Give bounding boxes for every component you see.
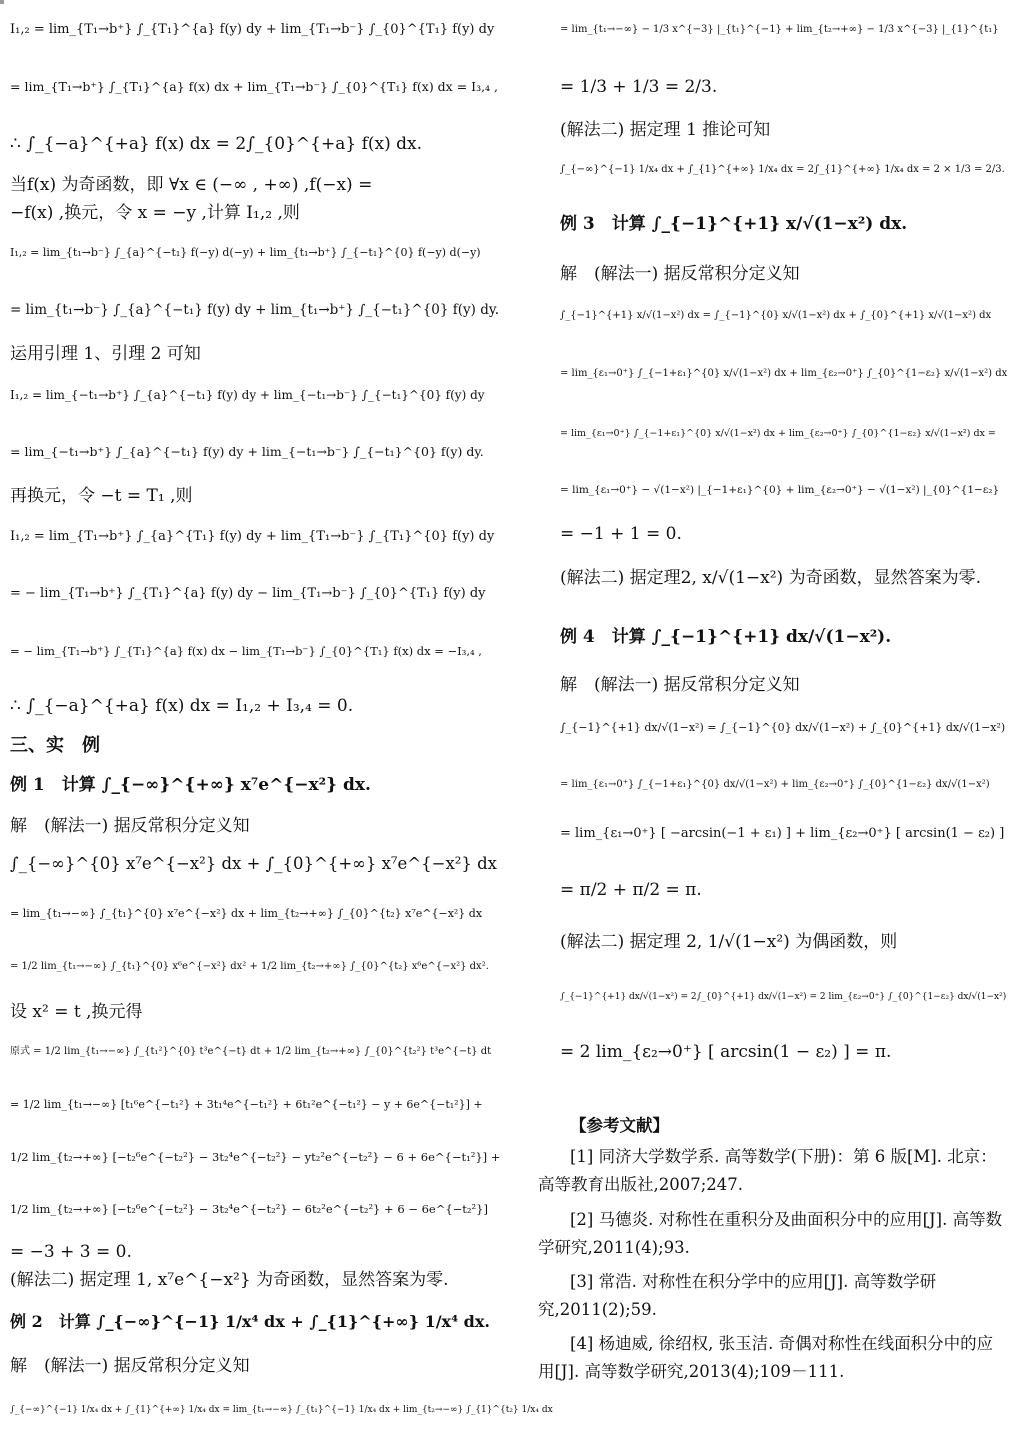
math-line: = lim_{ε₁→0⁺} ∫_{−1+ε₁}^{0} dx/√(1−x²) + lim_{ε₂→0⁺} ∫_{0}^{1−ε₂} dx/√(1−x²): [560, 779, 990, 790]
math-line: 1/2 lim_{t₂→+∞} [−t₂⁶e^{−t₂²} − 3t₂⁴e^{−t₂²} − 6t₂²e^{−t₂²} + 6 − 6e^{−t₂²}]: [10, 1202, 488, 1216]
math-line: = 1/3 + 1/3 = 2/3.: [560, 77, 718, 97]
references-title: 【参考文献】: [570, 1116, 669, 1135]
math-line: = lim_{−t₁→b⁺} ∫_{a}^{−t₁} f(y) dy + lim_{−t₁→b⁻} ∫_{−t₁}^{0} f(y) dy.: [10, 444, 484, 459]
math-line: −f(x) ,换元，令 x = −y ,计算 I₁,₂ ,则: [10, 203, 300, 223]
math-line: 1/2 lim_{t₂→+∞} [−t₂⁶e^{−t₂²} − 3t₂⁴e^{−t₂²} − yt₂²e^{−t₂²} − 6 + 6e^{−t₁²}] +: [10, 1150, 501, 1164]
math-line: ∫_{−1}^{+1} dx/√(1−x²) = ∫_{−1}^{0} dx/√(1−x²) + ∫_{0}^{+1} dx/√(1−x²): [560, 721, 1006, 734]
math-line: = lim_{T₁→b⁺} ∫_{T₁}^{a} f(x) dx + lim_{T₁→b⁻} ∫_{0}^{T₁} f(x) dx = I₃,₄ ,: [10, 79, 499, 94]
math-line: I₁,₂ = lim_{t₁→b⁻} ∫_{a}^{−t₁} f(−y) d(−y) + lim_{t₁→b⁺} ∫_{−t₁}^{0} f(−y) d(−y): [10, 246, 481, 259]
math-line: = −3 + 3 = 0.: [10, 1242, 132, 1262]
reference-item: [2] 马德炎. 对称性在重积分及曲面积分中的应用[J]. 高等数学研究,2011(4);93.: [538, 1210, 1003, 1257]
math-line: = lim_{ε₁→0⁺} ∫_{−1+ε₁}^{0} x/√(1−x²) dx + lim_{ε₂→0⁺} ∫_{0}^{1−ε₂} x/√(1−x²) dx: [560, 368, 1008, 379]
math-line: I₁,₂ = lim_{T₁→b⁺} ∫_{a}^{T₁} f(y) dy + lim_{T₁→b⁻} ∫_{T₁}^{0} f(y) dy: [10, 529, 495, 544]
math-line: = − lim_{T₁→b⁺} ∫_{T₁}^{a} f(y) dy − lim_{T₁→b⁻} ∫_{0}^{T₁} f(y) dy: [10, 586, 486, 601]
math-line: ∫_{−∞}^{0} x⁷e^{−x²} dx + ∫_{0}^{+∞} x⁷e^{−x²} dx: [10, 854, 497, 873]
section-heading: 三、实 例: [10, 735, 100, 756]
math-line: ∫_{−1}^{+1} dx/√(1−x²) = 2∫_{0}^{+1} dx/√(1−x²) = 2 lim_{ε₂→0⁺} ∫_{0}^{1−ε₂} dx/√(1−x²): [560, 992, 1007, 1002]
math-line: = 1/2 lim_{t₁→−∞} [t₁⁶e^{−t₁²} + 3t₁⁴e^{−t₁²} + 6t₁²e^{−t₁²} − y + 6e^{−t₁²}] +: [10, 1098, 483, 1111]
math-line: (解法二) 据定理 1, x⁷e^{−x²} 为奇函数，显然答案为零.: [10, 1270, 449, 1290]
math-line: 解 (解法一) 据反常积分定义知: [10, 1356, 250, 1376]
math-line: = − lim_{T₁→b⁺} ∫_{T₁}^{a} f(x) dx − lim_{T₁→b⁻} ∫_{0}^{T₁} f(x) dx = −I₃,₄ ,: [10, 644, 482, 658]
math-line: = lim_{ε₁→0⁺} − √(1−x²) |_{−1+ε₁}^{0} + lim_{ε₂→0⁺} − √(1−x²) |_{0}^{1−ε₂}: [560, 484, 1000, 496]
math-line: = 2 lim_{ε₂→0⁺} [ arcsin(1 − ε₂) ] = π.: [560, 1042, 892, 1062]
math-line: = lim_{t₁→b⁻} ∫_{a}^{−t₁} f(y) dy + lim_{t₁→b⁺} ∫_{−t₁}^{0} f(y) dy.: [10, 302, 499, 318]
example-title: 例 4 计算 ∫_{−1}^{+1} dx/√(1−x²).: [560, 627, 892, 647]
math-line: 运用引理 1、引理 2 可知: [10, 344, 201, 364]
example-title: 例 2 计算 ∫_{−∞}^{−1} 1/x⁴ dx + ∫_{1}^{+∞} 1/x⁴ dx.: [10, 1312, 490, 1331]
example-title: 例 1 计算 ∫_{−∞}^{+∞} x⁷e^{−x²} dx.: [10, 775, 371, 795]
math-line: = lim_{ε₁→0⁺} ∫_{−1+ε₁}^{0} x/√(1−x²) dx + lim_{ε₂→0⁺} ∫_{0}^{1−ε₂} x/√(1−x²) dx =: [560, 428, 996, 439]
math-line: ∫_{−∞}^{−1} 1/x₄ dx + ∫_{1}^{+∞} 1/x₄ dx = 2∫_{1}^{+∞} 1/x₄ dx = 2 × 1/3 = 2/3.: [560, 164, 1005, 175]
math-line: = −1 + 1 = 0.: [560, 524, 682, 544]
math-line: 解 (解法一) 据反常积分定义知: [560, 675, 800, 695]
math-line: 设 x² = t ,换元得: [10, 1002, 143, 1022]
math-line: 解 (解法一) 据反常积分定义知: [560, 264, 800, 284]
reference-item: [3] 常浩. 对称性在积分学中的应用[J]. 高等数学研究,2011(2);59.: [538, 1272, 937, 1319]
reference-item: [4] 杨迪威, 徐绍权, 张玉洁. 奇偶对称性在线面积分中的应用[J]. 高等数学研究,2013(4);109－111.: [538, 1334, 994, 1381]
math-line: = lim_{t₁→−∞} − 1/3 x^{−3} |_{t₁}^{−1} + lim_{t₂→+∞} − 1/3 x^{−3} |_{1}^{t₁}: [560, 24, 999, 35]
math-line: 当f(x) 为奇函数，即 ∀x ∈ (−∞ , +∞) ,f(−x) =: [10, 175, 373, 195]
math-line: 再换元，令 −t = T₁ ,则: [10, 486, 193, 506]
math-line: = lim_{t₁→−∞} ∫_{t₁}^{0} x⁷e^{−x²} dx + lim_{t₂→+∞} ∫_{0}^{t₂} x⁷e^{−x²} dx: [10, 907, 483, 920]
math-line: I₁,₂ = lim_{T₁→b⁺} ∫_{T₁}^{a} f(y) dy + lim_{T₁→b⁻} ∫_{0}^{T₁} f(y) dy: [10, 22, 495, 37]
math-line: ∫_{−∞}^{−1} 1/x₄ dx + ∫_{1}^{+∞} 1/x₄ dx = lim_{t₁→−∞} ∫_{t₁}^{−1} 1/x₄ dx + lim_{t₂→−∞} ∫_{1}^{t₂} 1/x₄ dx: [10, 1405, 553, 1415]
math-line: 解 (解法一) 据反常积分定义知: [10, 816, 250, 836]
math-line: ∴ ∫_{−a}^{+a} f(x) dx = 2∫_{0}^{+a} f(x) dx.: [10, 134, 423, 154]
math-line: ∫_{−1}^{+1} x/√(1−x²) dx = ∫_{−1}^{0} x/√(1−x²) dx + ∫_{0}^{+1} x/√(1−x²) dx: [560, 310, 992, 321]
math-line: (解法二) 据定理 2, 1/√(1−x²) 为偶函数，则: [560, 932, 898, 952]
math-line: = π/2 + π/2 = π.: [560, 880, 702, 900]
math-line: (解法二) 据定理 1 推论可知: [560, 120, 771, 140]
math-line: = 1/2 lim_{t₁→−∞} ∫_{t₁}^{0} x⁶e^{−x²} dx² + 1/2 lim_{t₂→+∞} ∫_{0}^{t₂} x⁶e^{−x²} dx².: [10, 961, 489, 972]
corner-mark: [0, 0, 4, 4]
math-line: I₁,₂ = lim_{−t₁→b⁺} ∫_{a}^{−t₁} f(y) dy + lim_{−t₁→b⁻} ∫_{−t₁}^{0} f(y) dy: [10, 388, 485, 402]
math-line: = lim_{ε₁→0⁺} [ −arcsin(−1 + ε₁) ] + lim_{ε₂→0⁺} [ arcsin(1 − ε₂) ]: [560, 826, 1005, 841]
example-title: 例 3 计算 ∫_{−1}^{+1} x/√(1−x²) dx.: [560, 214, 908, 234]
math-line: ∴ ∫_{−a}^{+a} f(x) dx = I₁,₂ + I₃,₄ = 0.: [10, 696, 354, 716]
math-line: (解法二) 据定理2, x/√(1−x²) 为奇函数，显然答案为零.: [560, 568, 981, 588]
reference-item: [1] 同济大学数学系. 高等数学(下册)：第 6 版[M]. 北京：高等教育出版社,2007;247.: [538, 1147, 997, 1194]
math-line: 原式 = 1/2 lim_{t₁→−∞} ∫_{t₁²}^{0} t³e^{−t} dt + 1/2 lim_{t₂→+∞} ∫_{0}^{t₂²} t³e^{−t} dt: [10, 1046, 492, 1057]
